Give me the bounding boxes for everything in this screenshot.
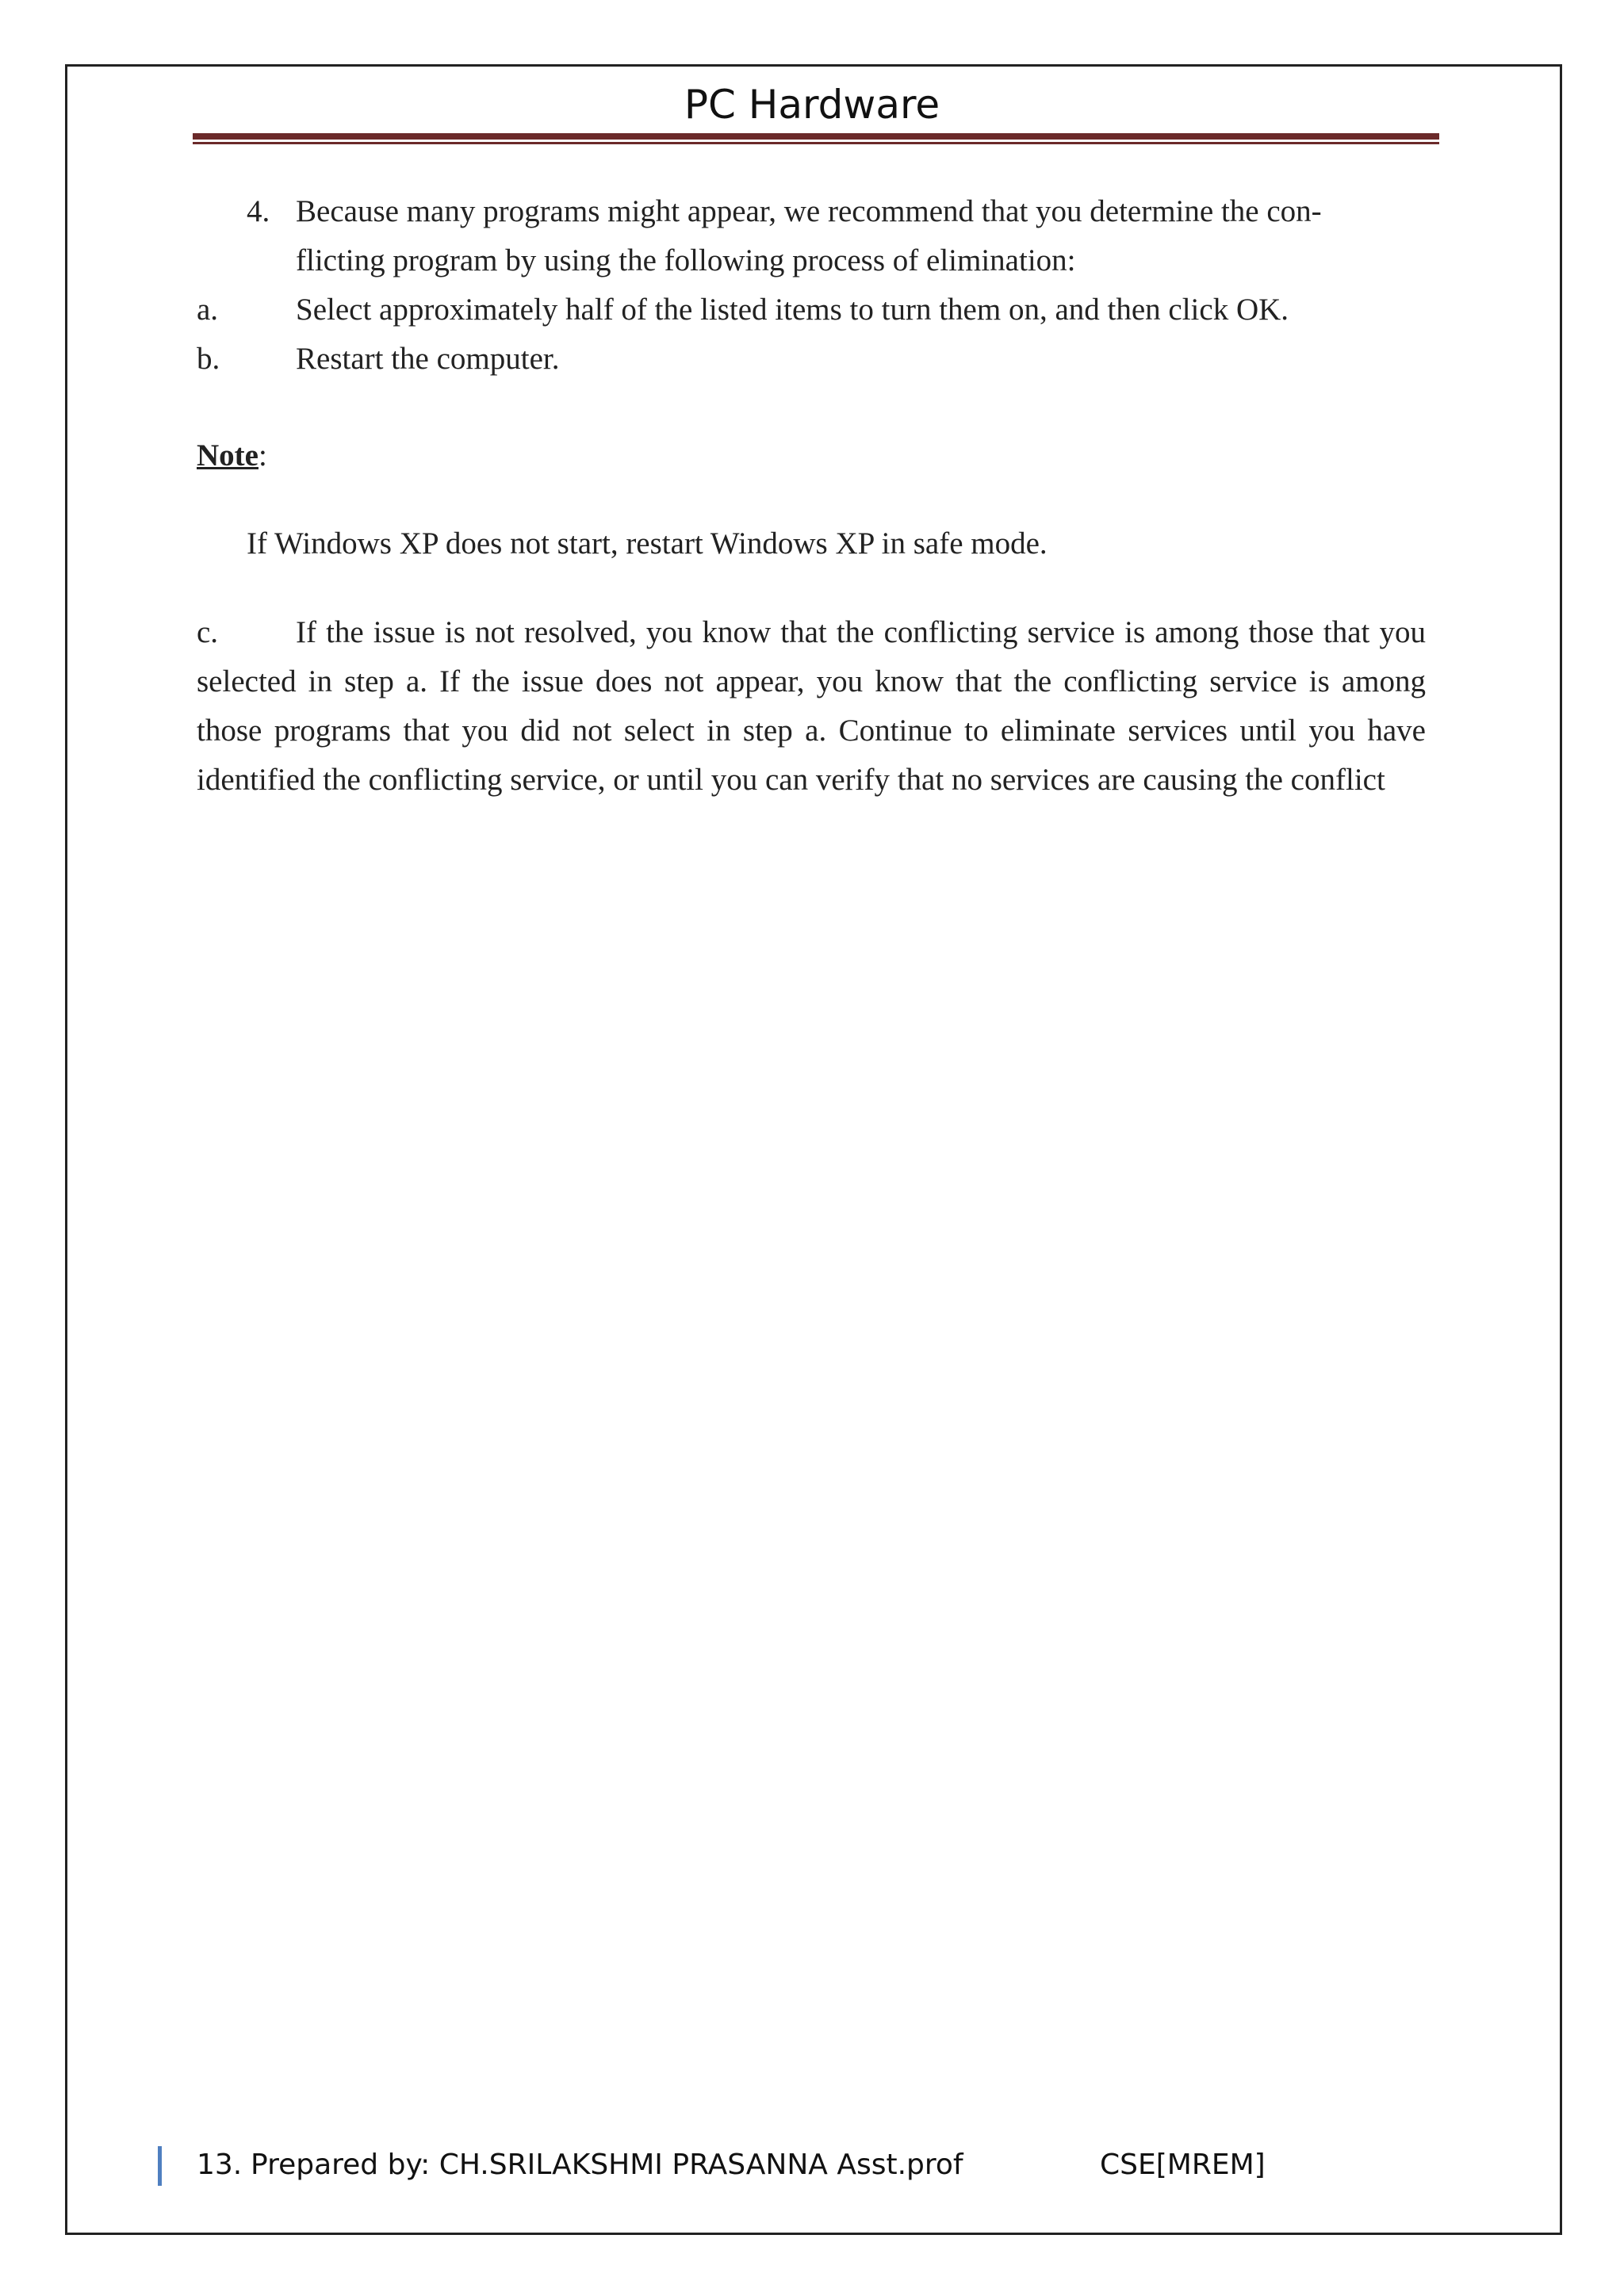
substep-a-marker: a. [197,293,219,327]
substep-c-marker: c. [197,615,219,649]
step-4-line-2: flicting program by using the following process of elimination: [296,243,1076,277]
note-heading [197,431,267,480]
footer-accent-bar [158,2146,162,2186]
step-4-number: 4. [247,194,270,228]
footer-page-number: 13. [197,2149,243,2181]
substep-b-text: Restart the computer. [296,342,560,376]
note-text: If Windows XP does not start, restart Windows XP in safe mode. [247,526,1048,561]
note-colon: : [258,438,267,473]
page-header-title: PC Hardware [684,82,940,128]
header-rule-thin [193,142,1439,144]
substep-a-text: Select approximately half of the listed items to turn them on, and then click OK. [296,293,1289,327]
footer-department: CSE[MREM] [1100,2149,1266,2181]
footer-prepared-by: Prepared by: CH.SRILAKSHMI PRASANNA Asst.prof [251,2149,963,2181]
page-border [65,64,1562,2235]
header-rule [193,133,1439,146]
step-4-line-1: Because many programs might appear, we recommend that you determine the con- [296,194,1322,228]
substep-c-text: If the issue is not resolved, you know that the conflicting service is among those that you selected in step a. If the issue does not appear, you know that the conflicting service is among those programs that you did not select in step a. Continue to eliminate services until you have identified the conflicting service, or until you can verify that no services are causing the conflict [197,615,1426,797]
substep-b-marker: b. [197,342,220,376]
note-label: Note [197,438,259,473]
header-rule-thick [193,133,1439,140]
